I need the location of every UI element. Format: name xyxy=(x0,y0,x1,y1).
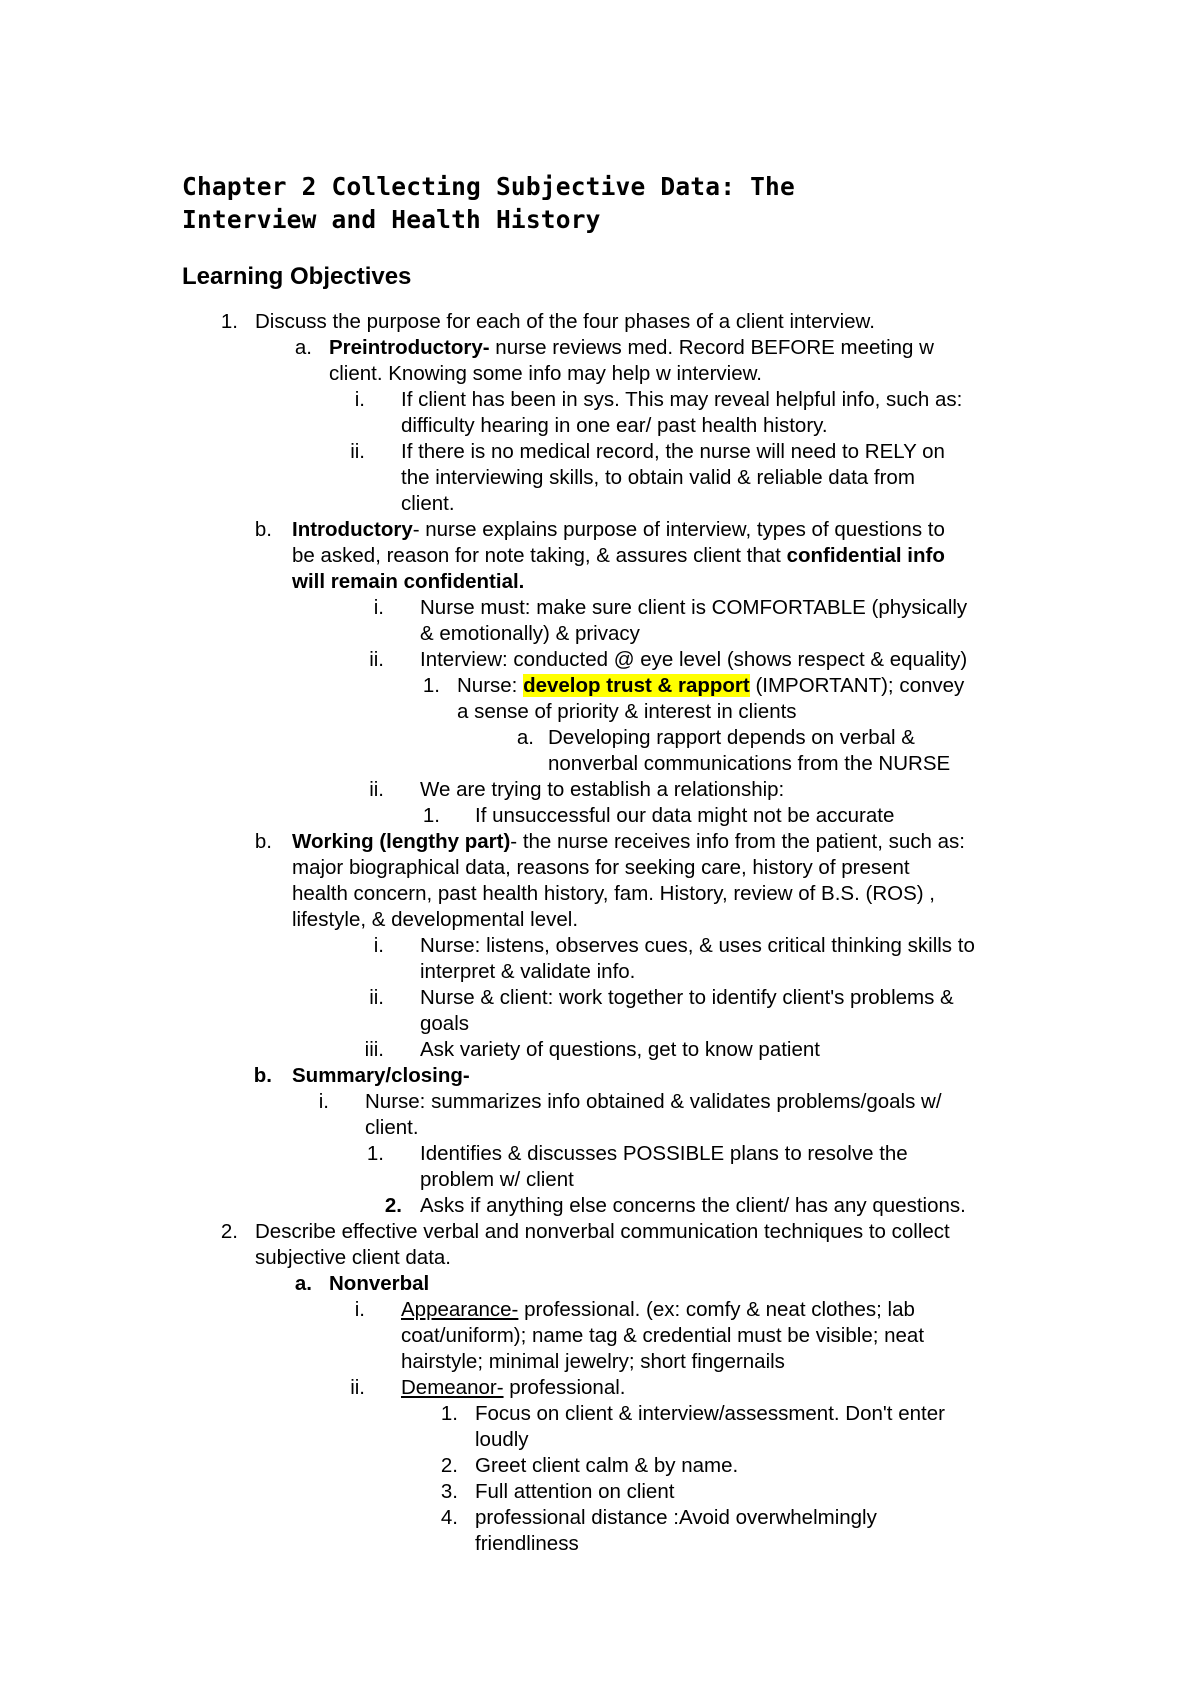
list-line: client. Knowing some info may help w interview. xyxy=(329,362,762,385)
list-line: friendliness xyxy=(475,1532,579,1555)
list-marker: b. xyxy=(254,518,272,541)
list-line xyxy=(401,1375,625,1400)
list-marker: a. xyxy=(294,1272,312,1295)
list-marker: a. xyxy=(516,726,534,749)
page-title xyxy=(182,170,982,236)
list-marker: 1. xyxy=(422,674,440,697)
list-line: Ask variety of questions, get to know patient xyxy=(420,1038,820,1061)
phase-text: - the nurse receives info from the patient, such as: xyxy=(510,830,965,853)
list-marker: ii. xyxy=(369,648,384,671)
list-line: Nurse: summarizes info obtained & validates problems/goals w/ xyxy=(365,1090,942,1113)
list-line: problem w/ client xyxy=(420,1168,574,1191)
list-marker: i. xyxy=(373,596,384,619)
list-marker: 2. xyxy=(384,1194,402,1217)
list-line: goals xyxy=(420,1012,470,1035)
list-line: We are trying to establish a relationship: xyxy=(420,778,785,801)
list-line: interpret & validate info. xyxy=(420,960,636,983)
list-text: professional. (ex: comfy & neat clothes; lab xyxy=(518,1298,915,1321)
list-line: difficulty hearing in one ear/ past health history. xyxy=(401,414,828,437)
list-line: subjective client data. xyxy=(255,1246,452,1269)
list-marker: i. xyxy=(354,388,365,411)
phase-preintroductory xyxy=(329,335,934,360)
phase-summary-closing: Summary/closing- xyxy=(292,1064,470,1087)
list-line: professional distance :Avoid overwhelmingly xyxy=(475,1506,877,1529)
list-line: major biographical data, reasons for seeking care, history of present xyxy=(292,856,910,879)
list-line: Nurse: listens, observes cues, & uses critical thinking skills to xyxy=(420,934,975,957)
list-marker: 1. xyxy=(440,1402,458,1425)
list-marker: b. xyxy=(253,1064,272,1087)
list-line: Nurse must: make sure client is COMFORTABLE (physically xyxy=(420,596,968,619)
list-line: hairstyle; minimal jewelry; short fingernails xyxy=(401,1350,785,1373)
title-line-1: Chapter 2 Collecting Subjective Data: The xyxy=(182,172,795,201)
list-line: health concern, past health history, fam. History, review of B.S. (ROS) , xyxy=(292,882,935,905)
objective-1-text: Discuss the purpose for each of the four phases of a client interview. xyxy=(255,310,875,333)
list-line: & emotionally) & privacy xyxy=(420,622,640,645)
phase-label: Introductory xyxy=(292,518,413,541)
list-marker: i. xyxy=(354,1298,365,1321)
list-line: the interviewing skills, to obtain valid & reliable data from xyxy=(401,466,915,489)
emphasis-text: confidential info xyxy=(786,544,945,567)
list-marker: a. xyxy=(294,336,312,359)
list-marker: iii. xyxy=(364,1038,384,1061)
list-line xyxy=(292,543,945,568)
list-line: If unsuccessful our data might not be accurate xyxy=(475,804,895,827)
list-line: Asks if anything else concerns the client/ has any questions. xyxy=(420,1194,966,1217)
list-line: a sense of priority & interest in clients xyxy=(457,700,797,723)
phase-label: Preintroductory- xyxy=(329,336,490,359)
list-marker: 1. xyxy=(366,1142,384,1165)
phase-text: nurse reviews med. Record BEFORE meeting w xyxy=(489,336,934,359)
list-text: professional. xyxy=(503,1376,626,1399)
list-marker: ii. xyxy=(369,778,384,801)
list-line xyxy=(401,1297,915,1322)
list-text: (IMPORTANT); convey xyxy=(749,674,965,697)
phase-working xyxy=(292,829,965,854)
subsection-nonverbal: Nonverbal xyxy=(329,1272,430,1295)
list-marker: 3. xyxy=(440,1480,458,1503)
title-line-2: Interview and Health History xyxy=(182,205,601,234)
list-marker: i. xyxy=(373,934,384,957)
section-heading: Learning Objectives xyxy=(182,263,412,290)
list-line: Greet client calm & by name. xyxy=(475,1454,739,1477)
phase-text: be asked, reason for note taking, & assures client that xyxy=(292,544,787,567)
list-marker: 2. xyxy=(440,1454,458,1477)
list-marker: i. xyxy=(318,1090,329,1113)
list-marker: b. xyxy=(254,830,272,853)
list-line: Interview: conducted @ eye level (shows respect & equality) xyxy=(420,648,968,671)
list-line: client. xyxy=(401,492,455,515)
list-line: Developing rapport depends on verbal & xyxy=(548,726,915,749)
list-line: coat/uniform); name tag & credential must be visible; neat xyxy=(401,1324,925,1347)
list-marker: 1. xyxy=(422,804,440,827)
phase-text: - nurse explains purpose of interview, types of questions to xyxy=(412,518,945,541)
list-marker: 1. xyxy=(220,310,238,333)
list-line: lifestyle, & developmental level. xyxy=(292,908,579,931)
list-line: Identifies & discusses POSSIBLE plans to resolve the xyxy=(420,1142,908,1165)
phase-introductory xyxy=(292,517,945,542)
list-line: nonverbal communications from the NURSE xyxy=(548,752,951,775)
list-line: If client has been in sys. This may reveal helpful info, such as: xyxy=(401,388,963,411)
term-label: Demeanor- xyxy=(401,1376,504,1399)
list-line: Focus on client & interview/assessment. Don't enter xyxy=(475,1402,945,1425)
list-marker: ii. xyxy=(350,1376,365,1399)
list-marker: ii. xyxy=(369,986,384,1009)
list-line: client. xyxy=(365,1116,419,1139)
phase-label: Working (lengthy part) xyxy=(292,830,511,853)
list-marker: 2. xyxy=(220,1220,238,1243)
list-line: If there is no medical record, the nurse will need to RELY on xyxy=(401,440,945,463)
list-line: Full attention on client xyxy=(475,1480,675,1503)
highlighted-text: develop trust & rapport xyxy=(523,674,750,697)
list-marker: 4. xyxy=(440,1506,458,1529)
emphasis-text: will remain confidential. xyxy=(292,570,525,593)
objective-2-text: Describe effective verbal and nonverbal communication techniques to collect xyxy=(255,1220,950,1243)
list-line: Nurse & client: work together to identify client's problems & xyxy=(420,986,954,1009)
list-line xyxy=(457,673,964,698)
list-marker: ii. xyxy=(350,440,365,463)
list-text: Nurse: xyxy=(457,674,524,697)
list-line: loudly xyxy=(475,1428,529,1451)
term-label: Appearance- xyxy=(401,1298,519,1321)
